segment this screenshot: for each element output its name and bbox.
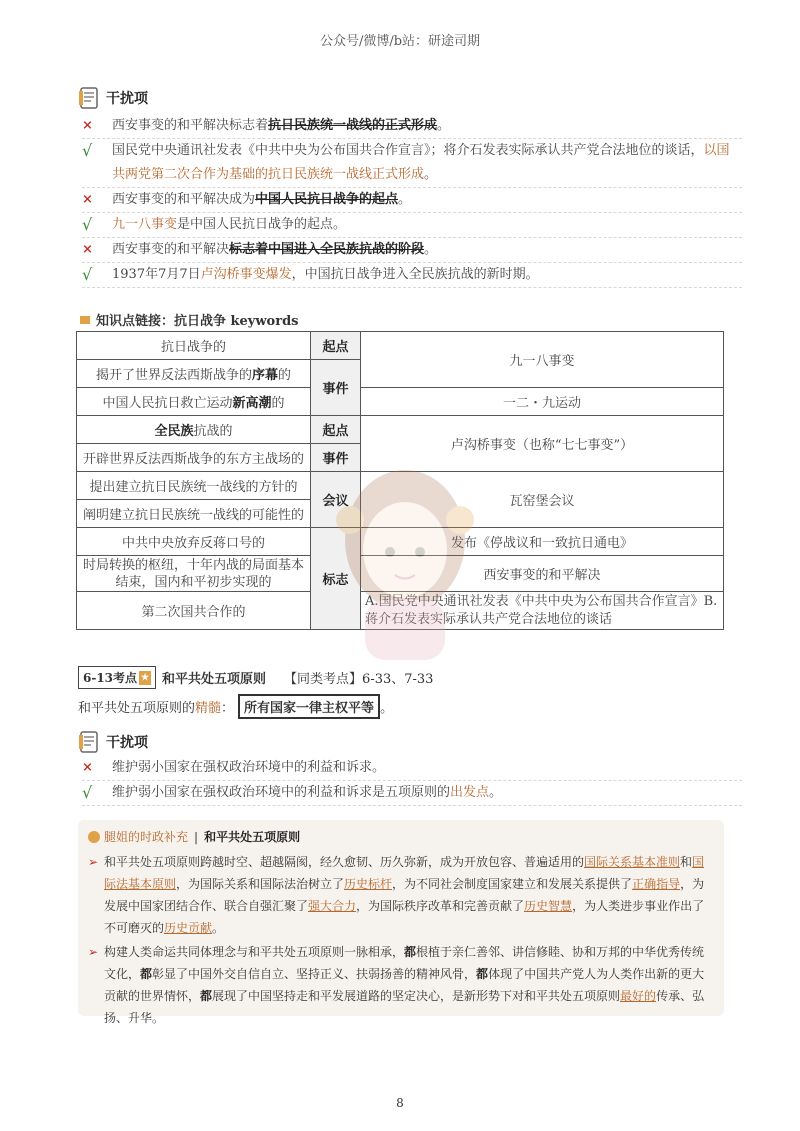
- table-row: 抗日战争的 起点 九一八事变: [77, 332, 724, 360]
- list-item: × 维护弱小国家在强权政治环境中的利益和诉求。: [82, 756, 742, 781]
- supplement-paragraph-2: ➢ 构建人类命运共同体理念与和平共处五项原则一脉相承，都根植于亲仁善邻、讲信修睦、协和万邦的中华优秀传统文化，都彰显了中国外交自信自立、坚持正义、扶弱扬善的精神风骨，都体现了中国共产党人为人类作出新的更大贡献的世界情怀，都展现了中国坚持走和平发展道路的坚定决心，是新形势下对和平共处五项原则最好的传承、弘扬、升华。: [88, 941, 714, 1029]
- table-row: 时局转换的枢纽，十年内战的局面基本结束，国内和平初步实现的 西安事变的和平解决: [77, 556, 724, 592]
- current-affairs-supplement: [78, 820, 724, 1025]
- wrong-mark-icon: ×: [82, 760, 93, 775]
- page-number: 8: [396, 1096, 404, 1110]
- knowledge-point-badge: 6-13考点 ★: [78, 666, 156, 689]
- list-item: √ 维护弱小国家在强权政治环境中的利益和诉求是五项原则的出发点。: [82, 781, 742, 806]
- document-icon: [78, 86, 100, 110]
- check-mark-icon: √: [82, 141, 93, 160]
- table-row: 提出建立抗日民族统一战线的方针的 会议 瓦窑堡会议: [77, 472, 724, 500]
- lightbulb-icon: [88, 831, 100, 843]
- knowledge-point-header: [78, 666, 433, 689]
- wrong-mark-icon: ×: [82, 192, 93, 207]
- core-statement: 和平共处五项原则的 精髓 ： 所有国家一律主权平等 。: [78, 694, 393, 719]
- arrow-icon: ➢: [88, 945, 99, 959]
- table-row: 揭开了世界反法西斯战争的序幕的 事件: [77, 360, 724, 388]
- knowledge-point-title: 和平共处五项原则: [162, 672, 267, 687]
- list-item: √ 国民党中央通讯社发表《中共中央为公布国共合作宣言》；将介石发表实际承认共产党合法地位的谈话，以国共两党第二次合作为基础的抗日民族统一战线正式形成。: [82, 139, 742, 188]
- wrong-mark-icon: ×: [82, 118, 93, 133]
- distractor-list-2: [82, 756, 742, 806]
- bullet-bar-icon: [80, 316, 90, 324]
- list-item: × 西安事变的和平解决标志着中国进入全民族抗战的阶段。: [82, 238, 742, 263]
- check-mark-icon: √: [82, 265, 93, 284]
- table-row: 第二次国共合作的 A.国民党中央通讯社发表《中共中央为公布国共合作宣言》B.蒋介石发表实际承认共产党合法地位的谈话: [77, 592, 724, 630]
- list-item: √ 1937年7月7日卢沟桥事变爆发，中国抗日战争进入全民族抗战的新时期。: [82, 263, 742, 288]
- table-row: 全民族抗战的 起点 卢沟桥事变（也称“七七事变”）: [77, 416, 724, 444]
- distractor-list-1: [82, 114, 742, 288]
- check-mark-icon: √: [82, 783, 93, 802]
- section-title-distractors-1: [78, 86, 148, 110]
- list-item: × 西安事变的和平解决标志着抗日民族统一战线的正式形成。: [82, 114, 742, 139]
- supplement-paragraph-1: ➢ 和平共处五项原则跨越时空、超越隔阂，经久愈韧、历久弥新，成为开放包容、普遍适用的国际关系基本准则和国际法基本原则，为国际关系和国际法治树立了历史标杆，为不同社会制度国家建立和发展关系提供了正确指导，为发展中国家团结合作、联合自强汇聚了强大合力，为国际秩序改革和完善贡献了历史智慧，为人类进步事业作出了不可磨灭的历史贡献。: [88, 851, 714, 939]
- table-row: 阐明建立抗日民族统一战线的可能性的: [77, 500, 724, 528]
- arrow-icon: ➢: [88, 855, 99, 869]
- table-row: 中共中央放弃反蒋口号的 标志 发布《停战议和一致抗日通电》: [77, 528, 724, 556]
- keywords-title: 知识点链接：抗日战争 keywords: [80, 310, 298, 329]
- page-header: 公众号/微博/b站：研途司期: [319, 34, 481, 49]
- girl-illustration-watermark: [320, 460, 490, 670]
- wrong-mark-icon: ×: [82, 242, 93, 257]
- document-icon: [78, 730, 100, 754]
- check-mark-icon: √: [82, 215, 93, 234]
- core-answer-box: 所有国家一律主权平等: [238, 694, 380, 719]
- supplement-title: 腿姐的时政补充 | 和平共处五项原则: [88, 828, 714, 845]
- list-item: √ 九一八事变是中国人民抗日战争的起点。: [82, 213, 742, 238]
- section-title-distractors-2: 干扰项: [78, 730, 148, 754]
- list-item: × 西安事变的和平解决成为中国人民抗日战争的起点。: [82, 188, 742, 213]
- related-points: 【同类考点】6-33、7-33: [284, 672, 434, 687]
- star-icon: ★: [140, 672, 150, 683]
- table-row: 中国人民抗日救亡运动新高潮的 一二・九运动: [77, 388, 724, 416]
- section-title-text: 干扰项: [106, 91, 148, 107]
- table-row: 开辟世界反法西斯战争的东方主战场的 事件: [77, 444, 724, 472]
